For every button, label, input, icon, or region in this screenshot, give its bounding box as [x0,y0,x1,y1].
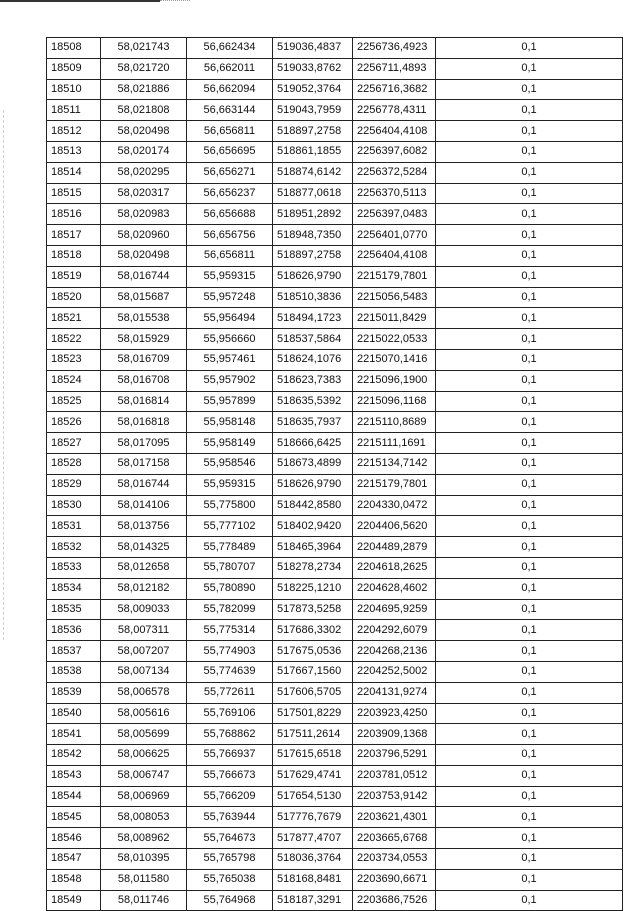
point-id-cell: 18537 [47,641,101,662]
x-coordinate-cell: 518877,0618 [273,183,353,204]
point-id-cell: 18545 [47,807,101,828]
accuracy-cell: 0,1 [436,724,623,745]
x-coordinate-cell: 518278,2734 [273,557,353,578]
x-coordinate-cell: 517776,7679 [273,807,353,828]
table-row [47,869,623,890]
accuracy-cell: 0,1 [436,807,623,828]
longitude-cell: 56,662434 [187,38,273,59]
latitude-cell: 58,017095 [101,433,187,454]
accuracy-cell: 0,1 [436,245,623,266]
accuracy-cell: 0,1 [436,225,623,246]
latitude-cell: 58,021743 [101,38,187,59]
y-coordinate-cell: 2215096,1900 [353,370,436,391]
table-row [47,433,623,454]
point-id-cell: 18528 [47,453,101,474]
x-coordinate-cell: 518951,2892 [273,204,353,225]
latitude-cell: 58,015687 [101,287,187,308]
latitude-cell: 58,016818 [101,412,187,433]
y-coordinate-cell: 2204131,9274 [353,682,436,703]
y-coordinate-cell: 2256716,3682 [353,79,436,100]
y-coordinate-cell: 2256401,0770 [353,225,436,246]
accuracy-cell: 0,1 [436,682,623,703]
x-coordinate-cell: 519043,7959 [273,100,353,121]
longitude-cell: 55,765798 [187,849,273,870]
y-coordinate-cell: 2204268,2136 [353,641,436,662]
y-coordinate-cell: 2203781,0512 [353,765,436,786]
table-row [47,183,623,204]
point-id-cell: 18543 [47,765,101,786]
point-id-cell: 18540 [47,703,101,724]
table-row [47,308,623,329]
y-coordinate-cell: 2256404,4108 [353,121,436,142]
latitude-cell: 58,021808 [101,100,187,121]
table-row [47,349,623,370]
table-row [47,745,623,766]
table-row [47,557,623,578]
point-id-cell: 18519 [47,266,101,287]
point-id-cell: 18527 [47,433,101,454]
table-row [47,370,623,391]
y-coordinate-cell: 2256372,5284 [353,162,436,183]
accuracy-cell: 0,1 [436,661,623,682]
accuracy-cell: 0,1 [436,620,623,641]
accuracy-cell: 0,1 [436,703,623,724]
point-id-cell: 18542 [47,745,101,766]
accuracy-cell: 0,1 [436,849,623,870]
accuracy-cell: 0,1 [436,79,623,100]
x-coordinate-cell: 518666,6425 [273,433,353,454]
y-coordinate-cell: 2215179,7801 [353,266,436,287]
x-coordinate-cell: 517686,3302 [273,620,353,641]
x-coordinate-cell: 518402,9420 [273,516,353,537]
point-id-cell: 18547 [47,849,101,870]
point-id-cell: 18514 [47,162,101,183]
y-coordinate-cell: 2203665,6768 [353,828,436,849]
point-id-cell: 18524 [47,370,101,391]
x-coordinate-cell: 518225,1210 [273,578,353,599]
point-id-cell: 18534 [47,578,101,599]
table-row [47,661,623,682]
x-coordinate-cell: 519052,3764 [273,79,353,100]
longitude-cell: 56,663144 [187,100,273,121]
accuracy-cell: 0,1 [436,162,623,183]
table-row [47,79,623,100]
y-coordinate-cell: 2204695,9259 [353,599,436,620]
table-row [47,58,623,79]
table-row [47,516,623,537]
x-coordinate-cell: 518036,3764 [273,849,353,870]
x-coordinate-cell: 519033,8762 [273,58,353,79]
latitude-cell: 58,012658 [101,557,187,578]
longitude-cell: 56,656695 [187,141,273,162]
latitude-cell: 58,005699 [101,724,187,745]
latitude-cell: 58,016709 [101,349,187,370]
y-coordinate-cell: 2204618,2625 [353,557,436,578]
table-row [47,225,623,246]
longitude-cell: 55,774903 [187,641,273,662]
latitude-cell: 58,013756 [101,516,187,537]
accuracy-cell: 0,1 [436,121,623,142]
longitude-cell: 55,778489 [187,537,273,558]
latitude-cell: 58,020174 [101,141,187,162]
y-coordinate-cell: 2215111,1691 [353,433,436,454]
y-coordinate-cell: 2215022,0533 [353,329,436,350]
point-id-cell: 18511 [47,100,101,121]
longitude-cell: 56,656756 [187,225,273,246]
accuracy-cell: 0,1 [436,453,623,474]
table-row [47,786,623,807]
x-coordinate-cell: 517615,6518 [273,745,353,766]
x-coordinate-cell: 517873,5258 [273,599,353,620]
longitude-cell: 55,780707 [187,557,273,578]
longitude-cell: 56,662011 [187,58,273,79]
longitude-cell: 55,772611 [187,682,273,703]
page-edge-line [0,0,160,2]
table-row [47,266,623,287]
longitude-cell: 55,958546 [187,453,273,474]
x-coordinate-cell: 517675,0536 [273,641,353,662]
x-coordinate-cell: 518623,7383 [273,370,353,391]
y-coordinate-cell: 2256736,4923 [353,38,436,59]
latitude-cell: 58,008053 [101,807,187,828]
longitude-cell: 55,764968 [187,890,273,911]
x-coordinate-cell: 518897,2758 [273,245,353,266]
latitude-cell: 58,020498 [101,121,187,142]
y-coordinate-cell: 2203686,7526 [353,890,436,911]
point-id-cell: 18522 [47,329,101,350]
accuracy-cell: 0,1 [436,329,623,350]
accuracy-cell: 0,1 [436,38,623,59]
y-coordinate-cell: 2215110,8689 [353,412,436,433]
accuracy-cell: 0,1 [436,495,623,516]
accuracy-cell: 0,1 [436,183,623,204]
point-id-cell: 18517 [47,225,101,246]
x-coordinate-cell: 518187,3291 [273,890,353,911]
table-row [47,412,623,433]
y-coordinate-cell: 2204489,2879 [353,537,436,558]
point-id-cell: 18544 [47,786,101,807]
longitude-cell: 56,656271 [187,162,273,183]
latitude-cell: 58,007207 [101,641,187,662]
point-id-cell: 18510 [47,79,101,100]
accuracy-cell: 0,1 [436,869,623,890]
accuracy-cell: 0,1 [436,58,623,79]
latitude-cell: 58,020295 [101,162,187,183]
point-id-cell: 18509 [47,58,101,79]
y-coordinate-cell: 2204330,0472 [353,495,436,516]
accuracy-cell: 0,1 [436,537,623,558]
table-row [47,100,623,121]
accuracy-cell: 0,1 [436,433,623,454]
table-row [47,682,623,703]
x-coordinate-cell: 518510,3836 [273,287,353,308]
longitude-cell: 55,958148 [187,412,273,433]
table-row [47,391,623,412]
point-id-cell: 18536 [47,620,101,641]
longitude-cell: 55,774639 [187,661,273,682]
x-coordinate-cell: 518442,8580 [273,495,353,516]
y-coordinate-cell: 2215134,7142 [353,453,436,474]
longitude-cell: 55,957248 [187,287,273,308]
coordinates-table-body [47,38,623,911]
longitude-cell: 55,763944 [187,807,273,828]
point-id-cell: 18549 [47,890,101,911]
longitude-cell: 55,765038 [187,869,273,890]
y-coordinate-cell: 2215056,5483 [353,287,436,308]
point-id-cell: 18526 [47,412,101,433]
longitude-cell: 55,957899 [187,391,273,412]
accuracy-cell: 0,1 [436,828,623,849]
table-row [47,703,623,724]
latitude-cell: 58,015538 [101,308,187,329]
latitude-cell: 58,009033 [101,599,187,620]
accuracy-cell: 0,1 [436,370,623,391]
point-id-cell: 18525 [47,391,101,412]
latitude-cell: 58,010395 [101,849,187,870]
x-coordinate-cell: 517667,1560 [273,661,353,682]
x-coordinate-cell: 518861,1855 [273,141,353,162]
longitude-cell: 56,656811 [187,245,273,266]
x-coordinate-cell: 518168,8481 [273,869,353,890]
table-row [47,245,623,266]
accuracy-cell: 0,1 [436,141,623,162]
y-coordinate-cell: 2256370,5113 [353,183,436,204]
point-id-cell: 18535 [47,599,101,620]
table-row [47,578,623,599]
x-coordinate-cell: 518897,2758 [273,121,353,142]
table-row [47,38,623,59]
y-coordinate-cell: 2256404,4108 [353,245,436,266]
point-id-cell: 18532 [47,537,101,558]
y-coordinate-cell: 2215011,8429 [353,308,436,329]
point-id-cell: 18523 [47,349,101,370]
y-coordinate-cell: 2203923,4250 [353,703,436,724]
latitude-cell: 58,014325 [101,537,187,558]
latitude-cell: 58,006625 [101,745,187,766]
coordinates-table [46,37,623,911]
longitude-cell: 56,656811 [187,121,273,142]
accuracy-cell: 0,1 [436,557,623,578]
longitude-cell: 55,766209 [187,786,273,807]
table-row [47,121,623,142]
accuracy-cell: 0,1 [436,474,623,495]
table-row [47,141,623,162]
table-row [47,495,623,516]
table-row [47,599,623,620]
longitude-cell: 55,780890 [187,578,273,599]
table-row [47,287,623,308]
point-id-cell: 18533 [47,557,101,578]
latitude-cell: 58,006969 [101,786,187,807]
x-coordinate-cell: 518494,1723 [273,308,353,329]
x-coordinate-cell: 518874,6142 [273,162,353,183]
point-id-cell: 18548 [47,869,101,890]
table-row [47,724,623,745]
latitude-cell: 58,006578 [101,682,187,703]
y-coordinate-cell: 2256711,4893 [353,58,436,79]
longitude-cell: 55,956494 [187,308,273,329]
x-coordinate-cell: 517629,4741 [273,765,353,786]
y-coordinate-cell: 2203796,5291 [353,745,436,766]
latitude-cell: 58,017158 [101,453,187,474]
latitude-cell: 58,021720 [101,58,187,79]
longitude-cell: 55,775800 [187,495,273,516]
longitude-cell: 55,769106 [187,703,273,724]
point-id-cell: 18539 [47,682,101,703]
y-coordinate-cell: 2203690,6671 [353,869,436,890]
table-row [47,453,623,474]
y-coordinate-cell: 2256778,4311 [353,100,436,121]
table-row [47,807,623,828]
latitude-cell: 58,011580 [101,869,187,890]
x-coordinate-cell: 518673,4899 [273,453,353,474]
y-coordinate-cell: 2203734,0553 [353,849,436,870]
point-id-cell: 18529 [47,474,101,495]
point-id-cell: 18538 [47,661,101,682]
x-coordinate-cell: 518635,7937 [273,412,353,433]
x-coordinate-cell: 518465,3964 [273,537,353,558]
accuracy-cell: 0,1 [436,204,623,225]
x-coordinate-cell: 517511,2614 [273,724,353,745]
latitude-cell: 58,007311 [101,620,187,641]
latitude-cell: 58,007134 [101,661,187,682]
accuracy-cell: 0,1 [436,890,623,911]
table-row [47,162,623,183]
longitude-cell: 55,766937 [187,745,273,766]
table-row [47,537,623,558]
y-coordinate-cell: 2215070,1416 [353,349,436,370]
latitude-cell: 58,005616 [101,703,187,724]
accuracy-cell: 0,1 [436,745,623,766]
y-coordinate-cell: 2204406,5620 [353,516,436,537]
table-row [47,849,623,870]
y-coordinate-cell: 2215096,1168 [353,391,436,412]
point-id-cell: 18513 [47,141,101,162]
x-coordinate-cell: 517654,5130 [273,786,353,807]
y-coordinate-cell: 2204252,5002 [353,661,436,682]
accuracy-cell: 0,1 [436,308,623,329]
longitude-cell: 56,662094 [187,79,273,100]
point-id-cell: 18531 [47,516,101,537]
x-coordinate-cell: 517606,5705 [273,682,353,703]
accuracy-cell: 0,1 [436,412,623,433]
latitude-cell: 58,020498 [101,245,187,266]
accuracy-cell: 0,1 [436,765,623,786]
y-coordinate-cell: 2203909,1368 [353,724,436,745]
point-id-cell: 18520 [47,287,101,308]
y-coordinate-cell: 2203753,9142 [353,786,436,807]
table-row [47,890,623,911]
point-id-cell: 18518 [47,245,101,266]
latitude-cell: 58,012182 [101,578,187,599]
point-id-cell: 18515 [47,183,101,204]
latitude-cell: 58,008962 [101,828,187,849]
longitude-cell: 56,656237 [187,183,273,204]
accuracy-cell: 0,1 [436,641,623,662]
latitude-cell: 58,015929 [101,329,187,350]
x-coordinate-cell: 518635,5392 [273,391,353,412]
latitude-cell: 58,011746 [101,890,187,911]
longitude-cell: 55,957902 [187,370,273,391]
y-coordinate-cell: 2256397,0483 [353,204,436,225]
x-coordinate-cell: 518624,1076 [273,349,353,370]
accuracy-cell: 0,1 [436,516,623,537]
latitude-cell: 58,014106 [101,495,187,516]
point-id-cell: 18546 [47,828,101,849]
accuracy-cell: 0,1 [436,349,623,370]
scan-edge-mark [3,110,5,640]
table-row [47,474,623,495]
longitude-cell: 55,766673 [187,765,273,786]
table-row [47,641,623,662]
x-coordinate-cell: 519036,4837 [273,38,353,59]
x-coordinate-cell: 517501,8229 [273,703,353,724]
latitude-cell: 58,006747 [101,765,187,786]
longitude-cell: 55,958149 [187,433,273,454]
accuracy-cell: 0,1 [436,599,623,620]
x-coordinate-cell: 517877,4707 [273,828,353,849]
y-coordinate-cell: 2204292,6079 [353,620,436,641]
longitude-cell: 55,959315 [187,474,273,495]
accuracy-cell: 0,1 [436,266,623,287]
point-id-cell: 18521 [47,308,101,329]
longitude-cell: 55,764673 [187,828,273,849]
latitude-cell: 58,021886 [101,79,187,100]
accuracy-cell: 0,1 [436,391,623,412]
latitude-cell: 58,020960 [101,225,187,246]
accuracy-cell: 0,1 [436,786,623,807]
point-id-cell: 18516 [47,204,101,225]
y-coordinate-cell: 2203621,4301 [353,807,436,828]
y-coordinate-cell: 2256397,6082 [353,141,436,162]
longitude-cell: 55,768862 [187,724,273,745]
point-id-cell: 18530 [47,495,101,516]
y-coordinate-cell: 2204628,4602 [353,578,436,599]
point-id-cell: 18512 [47,121,101,142]
latitude-cell: 58,016744 [101,474,187,495]
longitude-cell: 55,956660 [187,329,273,350]
x-coordinate-cell: 518626,9790 [273,474,353,495]
table-row [47,765,623,786]
table-row [47,329,623,350]
x-coordinate-cell: 518537,5864 [273,329,353,350]
longitude-cell: 55,959315 [187,266,273,287]
page-edge-dots [160,0,190,3]
longitude-cell: 55,782099 [187,599,273,620]
x-coordinate-cell: 518626,9790 [273,266,353,287]
longitude-cell: 55,957461 [187,349,273,370]
table-row [47,828,623,849]
point-id-cell: 18541 [47,724,101,745]
table-row [47,204,623,225]
accuracy-cell: 0,1 [436,578,623,599]
x-coordinate-cell: 518948,7350 [273,225,353,246]
y-coordinate-cell: 2215179,7801 [353,474,436,495]
latitude-cell: 58,020317 [101,183,187,204]
latitude-cell: 58,020983 [101,204,187,225]
longitude-cell: 55,775314 [187,620,273,641]
point-id-cell: 18508 [47,38,101,59]
latitude-cell: 58,016814 [101,391,187,412]
accuracy-cell: 0,1 [436,287,623,308]
table-row [47,620,623,641]
longitude-cell: 56,656688 [187,204,273,225]
latitude-cell: 58,016708 [101,370,187,391]
latitude-cell: 58,016744 [101,266,187,287]
longitude-cell: 55,777102 [187,516,273,537]
accuracy-cell: 0,1 [436,100,623,121]
